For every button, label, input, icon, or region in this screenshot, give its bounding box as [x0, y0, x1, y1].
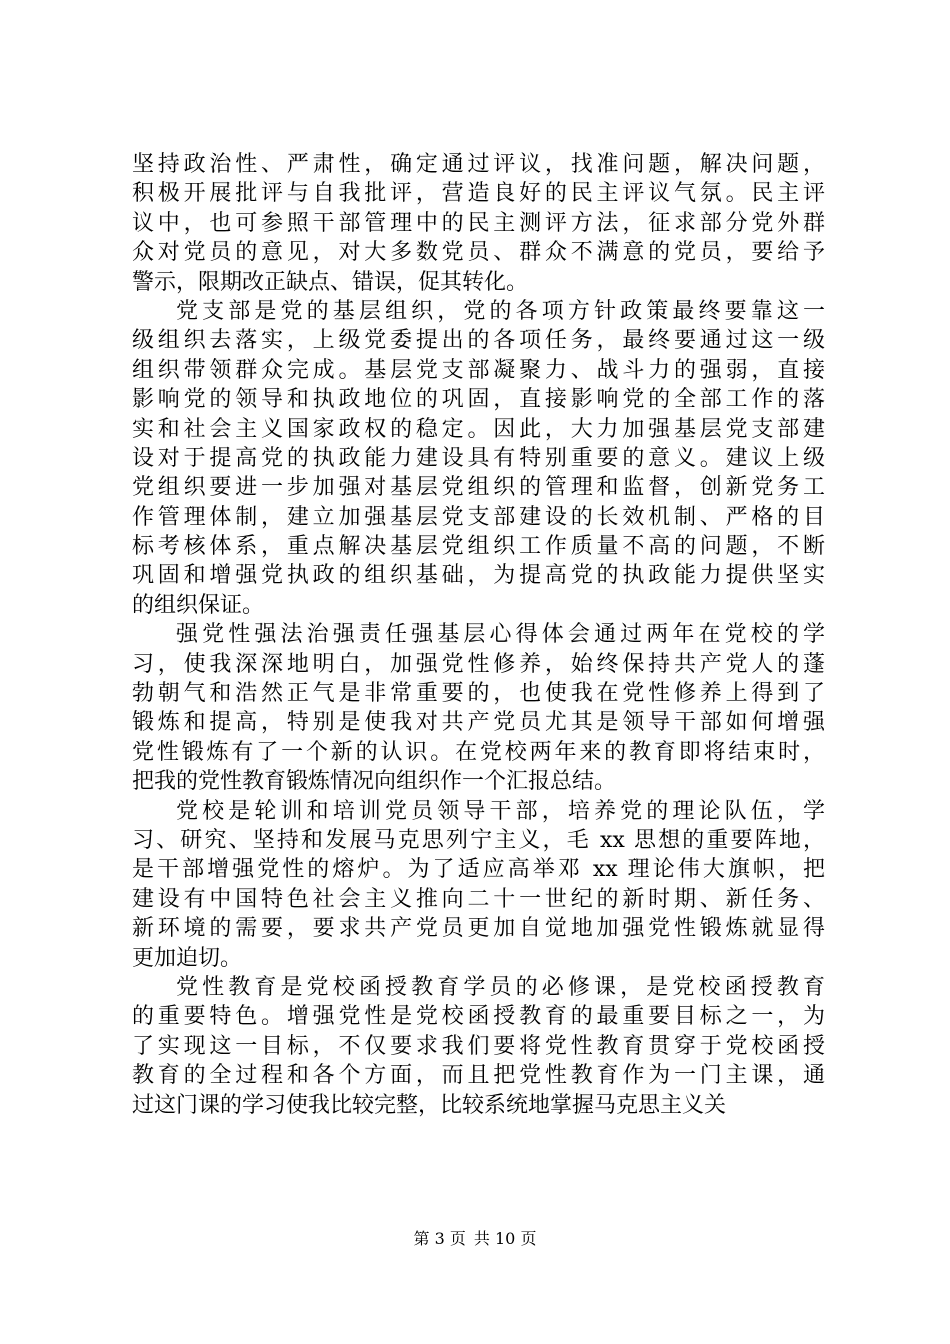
paragraph-p4 [132, 797, 825, 973]
text-line: 坚持政治性、严肃性，确定通过评议，找准问题，解决问题， [132, 152, 825, 177]
page-footer [0, 1229, 950, 1249]
text-line: 勃朝气和浩然正气是非常重要的，也使我在党性修养上得到了 [132, 681, 825, 707]
text-line: 建设有中国特色社会主义推向二十一世纪的新时期、新任务、 [132, 886, 825, 912]
text-line: 积极开展批评与自我批评，营造良好的民主评议气氛。民主评 [132, 181, 825, 207]
text-line: 强党性强法治强责任强基层心得体会通过两年在党校的学 [176, 622, 825, 648]
text-line: 更加迫切。 [132, 945, 243, 971]
text-line: 锻炼和提高，特别是使我对共产党员尤其是领导干部如何增强 [132, 710, 825, 736]
text-line: 议中，也可参照干部管理中的民主测评方法，征求部分党外群 [132, 210, 825, 236]
text-line: 把我的党性教育锻炼情况向组织作一个汇报总结。 [132, 769, 617, 795]
text-line: 的重要特色。增强党性是党校函授教育的最重要目标之一，为 [132, 1004, 825, 1030]
text-line: 实和社会主义国家政权的稳定。因此，大力加强基层党支部建 [132, 416, 825, 442]
text-line: 习、研究、坚持和发展马克思列宁主义，毛 xx 思想的重要阵地， [132, 827, 825, 853]
text-line: 习，使我深深地明白，加强党性修养，始终保持共产党人的蓬 [132, 651, 825, 677]
text-line: 众对党员的意见，对大多数党员、群众不满意的党员，要给予 [132, 240, 825, 266]
paragraph-p5 [132, 973, 825, 1120]
text-line: 标考核体系，重点解决基层党组织工作质量不高的问题，不断 [132, 534, 825, 560]
text-line: 设对于提高党的执政能力建设具有特别重要的意义。建议上级 [132, 445, 825, 471]
text-line: 警示，限期改正缺点、错误，促其转化。 [132, 269, 529, 295]
text-line: 的组织保证。 [132, 592, 265, 618]
text-line: 影响党的领导和执政地位的巩固，直接影响党的全部工作的落 [132, 387, 825, 413]
paragraph-p2 [132, 297, 825, 620]
text-line: 了实现这一目标，不仅要求我们要将党性教育贯穿于党校函授 [132, 1033, 825, 1059]
text-line: 过这门课的学习使我比较完整，比较系统地掌握马克思主义关 [132, 1092, 727, 1118]
text-line: 组织带领群众完成。基层党支部凝聚力、战斗力的强弱，直接 [132, 357, 825, 383]
page-total: 共 10 页 [473, 1229, 537, 1248]
text-line: 作管理体制，建立加强基层党支部建设的长效机制、严格的目 [132, 504, 825, 530]
paragraph-p3 [132, 620, 825, 796]
text-line: 教育的全过程和各个方面，而且把党性教育作为一门主课，通 [132, 1063, 825, 1089]
paragraph-p1 [132, 150, 825, 297]
text-line: 党校是轮训和培训党员领导干部，培养党的理论队伍，学 [176, 798, 825, 824]
text-line: 巩固和增强党执政的组织基础，为提高党的执政能力提供坚实 [132, 563, 825, 589]
text-line: 是干部增强党性的熔炉。为了适应高举邓 xx 理论伟大旗帜，把 [132, 857, 825, 883]
text-line: 新环境的需要，要求共产党员更加自觉地加强党性锻炼就显得 [132, 916, 825, 942]
text-line: 党支部是党的基层组织，党的各项方针政策最终要靠这一 [176, 298, 825, 324]
text-line: 党性教育是党校函授教育学员的必修课，是党校函授教育 [176, 974, 825, 1000]
text-line: 党组织要进一步加强对基层党组织的管理和监督，创新党务工 [132, 475, 825, 501]
page-number: 第 3 页 [413, 1229, 466, 1248]
document-body [132, 150, 825, 1120]
text-line: 党性锻炼有了一个新的认识。在党校两年来的教育即将结束时， [132, 739, 825, 765]
text-line: 级组织去落实，上级党委提出的各项任务，最终要通过这一级 [132, 328, 825, 354]
